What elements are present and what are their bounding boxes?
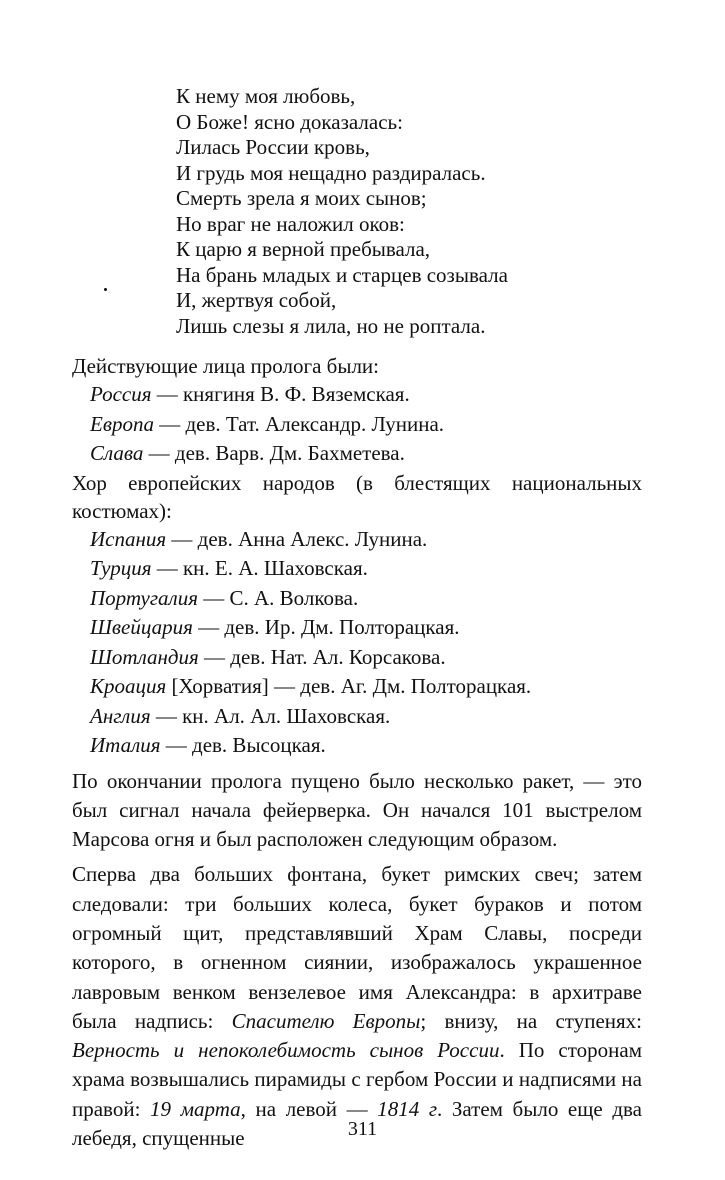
text-run: . По сторонам храма возвышались пирамиды с гербом России и надписями на правой:	[72, 1038, 642, 1121]
prologue-heading: Действующие лица пролога были:	[72, 354, 380, 378]
cast-actor: — дев. Ир. Дм. Полторацкая.	[192, 615, 460, 639]
poem-line: Но враг не наложил оков:	[176, 211, 405, 236]
cast-actor: — дев. Нат. Ал. Корсакова.	[198, 644, 446, 669]
text-run: Сперва два больших фонтана, букет римских свеч; затем следовали: три больших колеса, букет бураков и потом огромный щит, представлявший Храм Славы, посреди которого, в огненном сиянии, изображалось украшенное лавровым венком вензелевое имя Александра: в архитраве была надпись:	[72, 862, 642, 1033]
cast-entry	[72, 613, 642, 643]
poem-line: Лилась России кровь,	[176, 135, 370, 159]
cast-entry	[72, 584, 642, 614]
cast-entry	[72, 643, 642, 673]
cast-role: Кроация	[90, 674, 167, 698]
cast-entry	[72, 439, 642, 469]
cast-actor: — дев. Высоцкая.	[160, 733, 326, 757]
poem-line: О Боже! ясно доказалась:	[176, 109, 403, 134]
cast-role: Шотландия	[90, 644, 199, 669]
text-run: ; внизу, на ступенях:	[420, 1008, 643, 1033]
cast-entry	[72, 554, 642, 584]
text-run-italic: Спасителю Европы	[231, 1008, 421, 1033]
text-run-italic: 1814 г	[377, 1096, 438, 1121]
poem-line: К царю я верной пребывала,	[176, 237, 431, 261]
cast-entry	[72, 380, 642, 410]
poem	[176, 84, 508, 339]
cast-entry	[72, 525, 642, 555]
poem-line: Смерть зрела я моих сынов;	[176, 186, 427, 210]
page-number: 311	[347, 1118, 378, 1140]
cast-actor: — С. А. Волкова.	[197, 585, 359, 610]
poem-line: К нему моя любовь,	[176, 84, 356, 108]
paragraph-fireworks-description	[72, 860, 642, 1153]
chorus-heading: Хор европейских народов (в блестящих национальных костюмах):	[72, 470, 642, 523]
poem-line: И, жертвуя собой,	[176, 288, 337, 312]
text-run: , на левой —	[240, 1096, 378, 1121]
body-text	[72, 352, 642, 1153]
cast-role: Европа	[90, 411, 154, 436]
cast-actor: — дев. Варв. Дм. Бахметева.	[143, 441, 405, 465]
cast-role: Россия	[90, 382, 152, 406]
cast-actor: — дев. Анна Алекс. Лунина.	[166, 526, 428, 551]
cast-role: Испания	[90, 526, 167, 551]
paragraph-fireworks-start: По окончании пролога пущено было несколько ракет, — это был сигнал начала фейерверка. Он начался 101 выстрелом Марсова огня и был расположен следующим образом.	[72, 768, 642, 852]
cast-actor: — кн. Е. А. Шаховская.	[151, 556, 368, 580]
cast-role: Португалия	[90, 585, 198, 610]
cast-actor: [Хорватия] — дев. Аг. Дм. Полторацкая.	[166, 674, 532, 698]
text-run-italic: 19 марта	[150, 1096, 241, 1121]
cast-entry	[72, 672, 642, 702]
prologue-cast-list	[72, 380, 642, 469]
text-run-italic: Верность и непоколебимость сынов России	[72, 1038, 500, 1063]
cast-role: Англия	[90, 703, 151, 728]
poem-line: И грудь моя нещадно раздиралась.	[176, 160, 486, 185]
cast-role: Швейцария	[90, 615, 193, 639]
cast-role: Турция	[90, 556, 152, 580]
cast-actor: — кн. Ал. Ал. Шаховская.	[150, 703, 391, 728]
poem-line: Лишь слезы я лила, но не роптала.	[176, 313, 486, 338]
cast-actor: — княгиня В. Ф. Вяземская.	[151, 382, 410, 406]
print-speck	[104, 288, 107, 291]
cast-role: Италия	[90, 733, 161, 757]
text-run: . Затем было еще два лебедя, спущенные	[72, 1096, 642, 1151]
cast-role: Слава	[90, 441, 144, 465]
cast-entry	[72, 410, 642, 440]
cast-entry	[72, 731, 642, 761]
poem-line: На брань младых и старцев созывала	[176, 262, 508, 287]
cast-entry	[72, 702, 642, 732]
cast-actor: — дев. Тат. Александр. Лунина.	[153, 411, 445, 436]
chorus-cast-list	[72, 525, 642, 761]
